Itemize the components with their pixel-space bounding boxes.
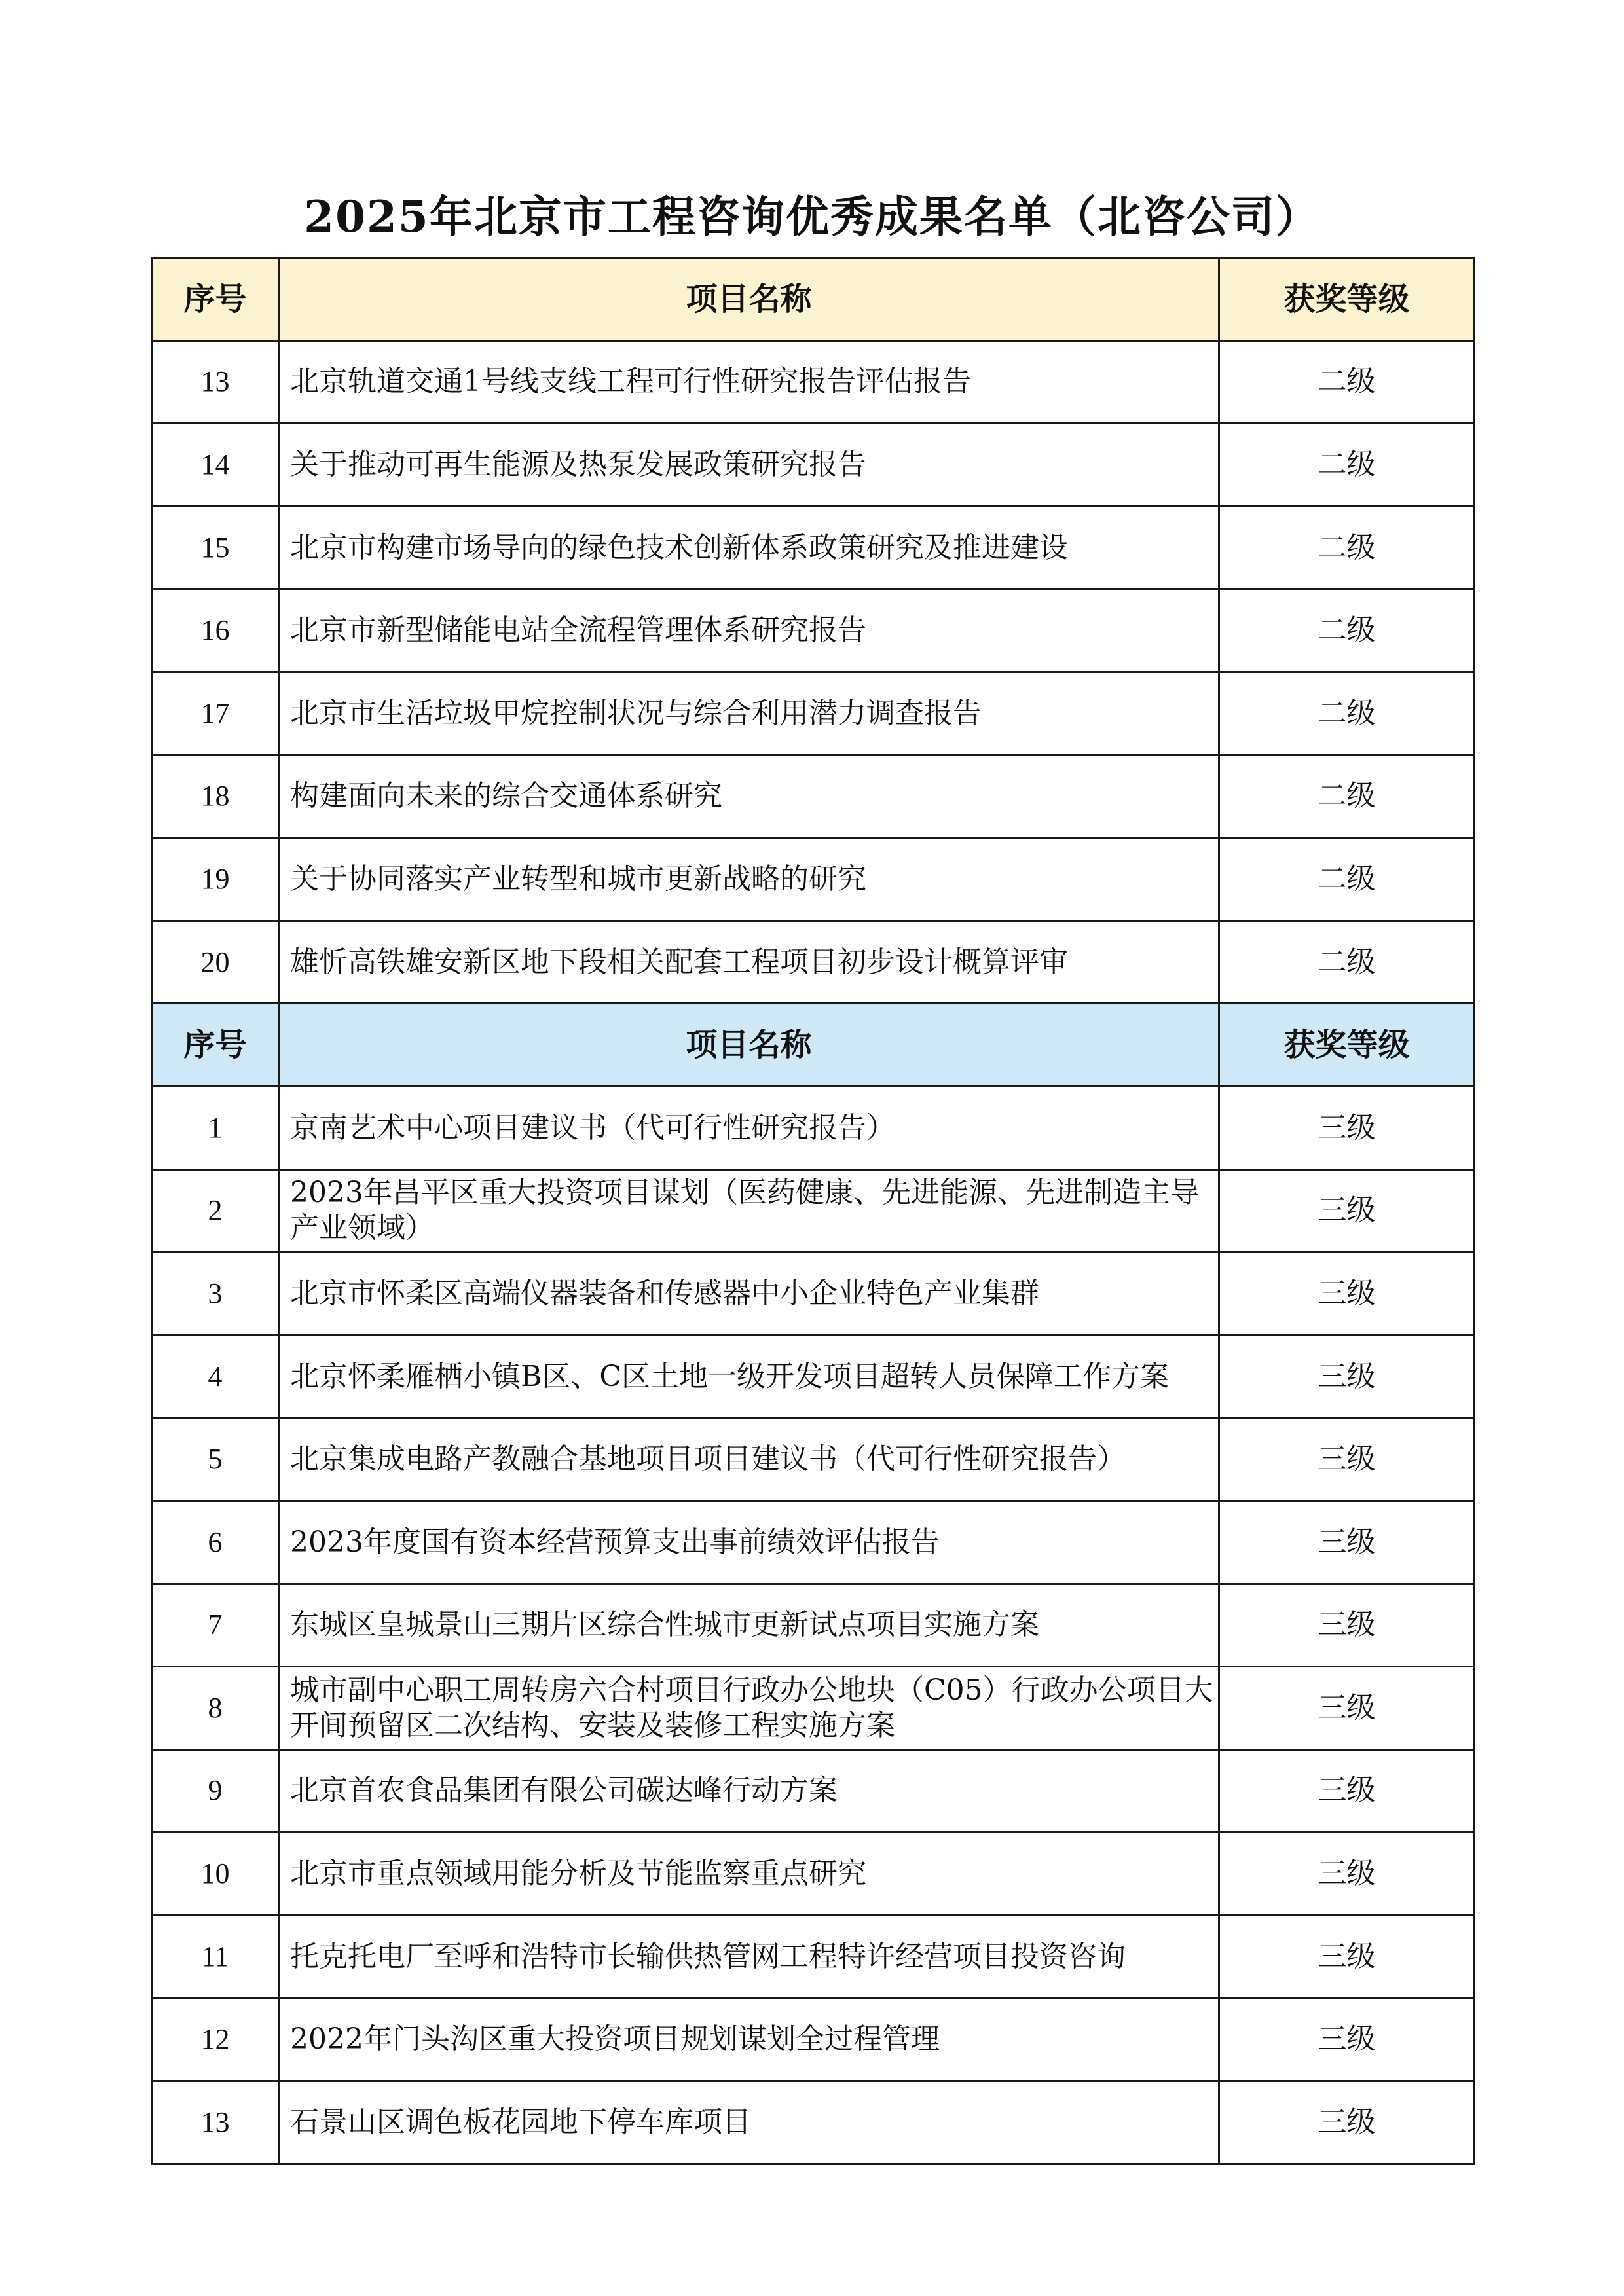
row-level: 三级 (1219, 1832, 1475, 1916)
row-name: 北京市怀柔区高端仪器装备和传感器中小企业特色产业集群 (279, 1252, 1219, 1336)
row-level: 三级 (1219, 1749, 1475, 1832)
table-row (152, 1998, 1475, 2081)
row-level: 二级 (1219, 838, 1475, 921)
row-level: 三级 (1219, 2081, 1475, 2164)
row-name: 北京市重点领域用能分析及节能监察重点研究 (279, 1832, 1219, 1916)
row-name: 北京轨道交通1号线支线工程可行性研究报告评估报告 (279, 340, 1219, 424)
row-name: 北京怀柔雁栖小镇B区、C区土地一级开发项目超转人员保障工作方案 (279, 1335, 1219, 1418)
row-level: 三级 (1219, 1998, 1475, 2081)
row-index: 15 (152, 506, 279, 589)
header-level: 获奖等级 (1219, 1004, 1475, 1087)
row-name: 北京集成电路产教融合基地项目项目建议书（代可行性研究报告） (279, 1418, 1219, 1501)
row-index: 13 (152, 340, 279, 424)
table-row (152, 1832, 1475, 1916)
row-name: 北京市构建市场导向的绿色技术创新体系政策研究及推进建设 (279, 506, 1219, 589)
row-name: 北京市新型储能电站全流程管理体系研究报告 (279, 589, 1219, 672)
row-level: 三级 (1219, 1667, 1475, 1750)
row-index: 6 (152, 1501, 279, 1584)
table-row (152, 1335, 1475, 1418)
row-name: 2023年昌平区重大投资项目谋划（医药健康、先进能源、先进制造主导产业领域） (279, 1169, 1219, 1252)
row-index: 13 (152, 2081, 279, 2164)
header-index: 序号 (152, 1004, 279, 1087)
row-level: 三级 (1219, 1086, 1475, 1169)
row-index: 11 (152, 1915, 279, 1998)
table-row (152, 672, 1475, 755)
row-level: 二级 (1219, 920, 1475, 1004)
row-level: 三级 (1219, 1418, 1475, 1501)
row-name: 城市副中心职工周转房六合村项目行政办公地块（C05）行政办公项目大开间预留区二次结构、安装及装修工程实施方案 (279, 1667, 1219, 1750)
table-row (152, 424, 1475, 507)
row-name: 东城区皇城景山三期片区综合性城市更新试点项目实施方案 (279, 1584, 1219, 1667)
row-index: 3 (152, 1252, 279, 1336)
table-row (152, 506, 1475, 589)
row-index: 8 (152, 1667, 279, 1750)
header-name: 项目名称 (279, 1004, 1219, 1087)
row-name: 北京首农食品集团有限公司碳达峰行动方案 (279, 1749, 1219, 1832)
row-name: 2023年度国有资本经营预算支出事前绩效评估报告 (279, 1501, 1219, 1584)
row-level: 二级 (1219, 340, 1475, 424)
table-row (152, 1915, 1475, 1998)
row-name: 关于协同落实产业转型和城市更新战略的研究 (279, 838, 1219, 921)
table-row (152, 2081, 1475, 2164)
row-level: 二级 (1219, 506, 1475, 589)
table-row (152, 755, 1475, 838)
row-name: 雄忻高铁雄安新区地下段相关配套工程项目初步设计概算评审 (279, 920, 1219, 1004)
row-name: 2022年门头沟区重大投资项目规划谋划全过程管理 (279, 1998, 1219, 2081)
table-row (152, 1749, 1475, 1832)
row-index: 5 (152, 1418, 279, 1501)
row-level: 三级 (1219, 1915, 1475, 1998)
row-index: 2 (152, 1169, 279, 1252)
row-index: 16 (152, 589, 279, 672)
row-index: 19 (152, 838, 279, 921)
row-index: 1 (152, 1086, 279, 1169)
row-name: 北京市生活垃圾甲烷控制状况与综合利用潜力调查报告 (279, 672, 1219, 755)
award-table (151, 257, 1475, 2165)
table-row (152, 1584, 1475, 1667)
table-row (152, 589, 1475, 672)
header-name: 项目名称 (279, 258, 1219, 341)
row-index: 7 (152, 1584, 279, 1667)
table-row (152, 1501, 1475, 1584)
table-row (152, 1418, 1475, 1501)
row-name: 京南艺术中心项目建议书（代可行性研究报告） (279, 1086, 1219, 1169)
row-index: 17 (152, 672, 279, 755)
row-index: 10 (152, 1832, 279, 1916)
row-level: 三级 (1219, 1501, 1475, 1584)
table-row (152, 1252, 1475, 1336)
row-name: 托克托电厂至呼和浩特市长输供热管网工程特许经营项目投资咨询 (279, 1915, 1219, 1998)
page-title: 2025年北京市工程咨询优秀成果名单（北咨公司） (304, 191, 1320, 242)
table-row (152, 1086, 1475, 1169)
row-level: 三级 (1219, 1584, 1475, 1667)
row-name: 石景山区调色板花园地下停车库项目 (279, 2081, 1219, 2164)
row-level: 二级 (1219, 589, 1475, 672)
header-level: 获奖等级 (1219, 258, 1475, 341)
row-name: 关于推动可再生能源及热泵发展政策研究报告 (279, 424, 1219, 507)
row-index: 12 (152, 1998, 279, 2081)
row-name: 构建面向未来的综合交通体系研究 (279, 755, 1219, 838)
row-level: 三级 (1219, 1252, 1475, 1336)
table-row (152, 1169, 1475, 1252)
row-index: 18 (152, 755, 279, 838)
section-header-row (152, 258, 1475, 341)
row-index: 20 (152, 920, 279, 1004)
row-index: 14 (152, 424, 279, 507)
row-level: 二级 (1219, 672, 1475, 755)
row-level: 二级 (1219, 755, 1475, 838)
row-level: 三级 (1219, 1169, 1475, 1252)
row-index: 4 (152, 1335, 279, 1418)
row-level: 三级 (1219, 1335, 1475, 1418)
row-level: 二级 (1219, 424, 1475, 507)
header-index: 序号 (152, 258, 279, 341)
table-row (152, 920, 1475, 1004)
table-row (152, 1667, 1475, 1750)
table-row (152, 838, 1475, 921)
table-row (152, 340, 1475, 424)
section-header-row (152, 1004, 1475, 1087)
row-index: 9 (152, 1749, 279, 1832)
